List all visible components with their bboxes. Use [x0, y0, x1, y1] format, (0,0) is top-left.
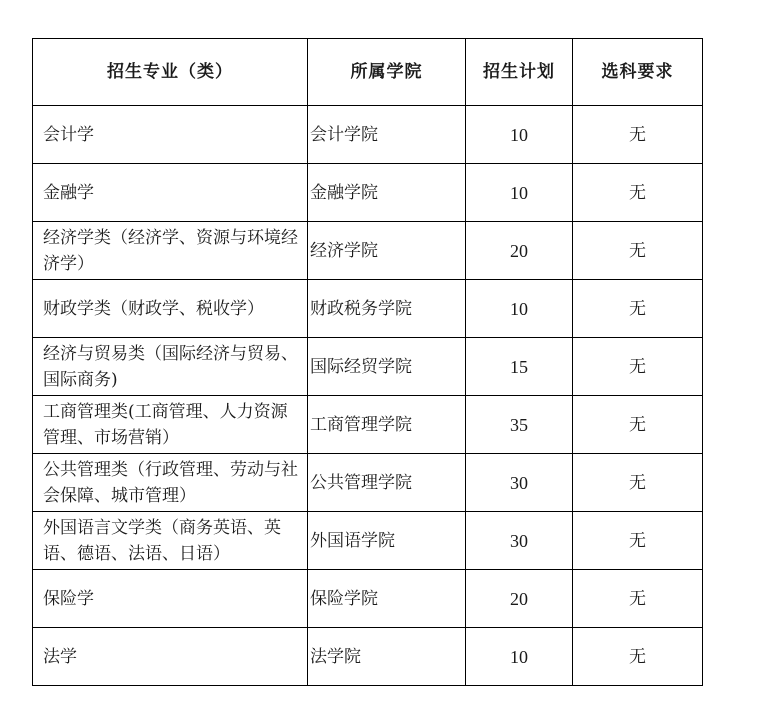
college-cell: 法学院: [308, 628, 466, 686]
major-cell: 保险学: [33, 570, 308, 628]
table-header: [33, 39, 703, 106]
major-cell: 经济学类（经济学、资源与环境经济学）: [33, 222, 308, 280]
requirement-cell: 无: [573, 512, 703, 570]
requirement-cell: 无: [573, 222, 703, 280]
major-cell: 财政学类（财政学、税收学）: [33, 280, 308, 338]
requirement-cell: 无: [573, 396, 703, 454]
header-college: 所属学院: [308, 39, 466, 106]
header-plan: 招生计划: [466, 39, 573, 106]
college-cell: 保险学院: [308, 570, 466, 628]
table-row: [33, 396, 703, 454]
plan-cell: 20: [466, 570, 573, 628]
plan-cell: 20: [466, 222, 573, 280]
requirement-cell: 无: [573, 106, 703, 164]
enrollment-table: [32, 38, 703, 686]
college-cell: 金融学院: [308, 164, 466, 222]
header-requirement: 选科要求: [573, 39, 703, 106]
requirement-cell: 无: [573, 338, 703, 396]
major-cell: 金融学: [33, 164, 308, 222]
major-cell: 公共管理类（行政管理、劳动与社会保障、城市管理）: [33, 454, 308, 512]
plan-cell: 10: [466, 628, 573, 686]
table-row: [33, 628, 703, 686]
table-row: [33, 570, 703, 628]
plan-cell: 15: [466, 338, 573, 396]
college-cell: 外国语学院: [308, 512, 466, 570]
college-cell: 会计学院: [308, 106, 466, 164]
plan-cell: 10: [466, 164, 573, 222]
requirement-cell: 无: [573, 570, 703, 628]
requirement-cell: 无: [573, 164, 703, 222]
college-cell: 财政税务学院: [308, 280, 466, 338]
table-row: [33, 164, 703, 222]
table-row: [33, 454, 703, 512]
table-row: [33, 280, 703, 338]
major-cell: 外国语言文学类（商务英语、英语、德语、法语、日语）: [33, 512, 308, 570]
college-cell: 国际经贸学院: [308, 338, 466, 396]
plan-cell: 10: [466, 106, 573, 164]
major-cell: 会计学: [33, 106, 308, 164]
major-cell: 法学: [33, 628, 308, 686]
table-row: [33, 106, 703, 164]
major-cell: 经济与贸易类（国际经济与贸易、国际商务): [33, 338, 308, 396]
college-cell: 经济学院: [308, 222, 466, 280]
plan-cell: 35: [466, 396, 573, 454]
table-row: [33, 338, 703, 396]
table-body: [33, 106, 703, 686]
requirement-cell: 无: [573, 280, 703, 338]
plan-cell: 30: [466, 512, 573, 570]
plan-cell: 30: [466, 454, 573, 512]
table-row: [33, 512, 703, 570]
plan-cell: 10: [466, 280, 573, 338]
header-major: 招生专业（类）: [33, 39, 308, 106]
college-cell: 公共管理学院: [308, 454, 466, 512]
header-row: [33, 39, 703, 106]
table-row: [33, 222, 703, 280]
major-cell: 工商管理类(工商管理、人力资源管理、市场营销）: [33, 396, 308, 454]
requirement-cell: 无: [573, 454, 703, 512]
requirement-cell: 无: [573, 628, 703, 686]
college-cell: 工商管理学院: [308, 396, 466, 454]
